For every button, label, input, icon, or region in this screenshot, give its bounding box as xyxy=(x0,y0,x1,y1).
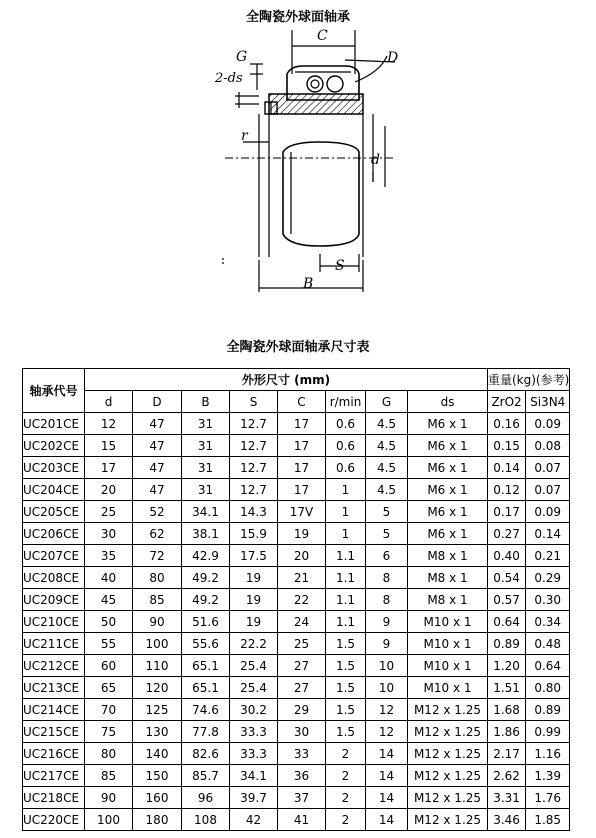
table-cell: 0.48 xyxy=(526,633,570,655)
table-cell: 4.5 xyxy=(366,435,408,457)
table-cell: 17V xyxy=(278,501,326,523)
table-cell: M10 x 1 xyxy=(408,611,488,633)
label-2ds: 2-ds xyxy=(215,71,243,86)
table-cell: 0.54 xyxy=(488,567,526,589)
table-cell: 0.15 xyxy=(488,435,526,457)
table-cell: 1.5 xyxy=(326,633,366,655)
table-cell: 5 xyxy=(366,523,408,545)
table-cell: 74.6 xyxy=(182,699,230,721)
col-zro2: ZrO2 xyxy=(488,391,526,413)
table-cell: 14 xyxy=(366,809,408,831)
bearing-code-cell: UC202CE xyxy=(23,435,85,457)
table-cell: 90 xyxy=(85,787,133,809)
table-cell: 10 xyxy=(366,677,408,699)
table-cell: 30 xyxy=(85,523,133,545)
table-header-row xyxy=(23,369,570,391)
bearing-code-cell: UC218CE xyxy=(23,787,85,809)
col-s: S xyxy=(230,391,278,413)
header-dimensions: 外形尺寸 (mm) xyxy=(85,369,488,391)
bearing-code-cell: UC209CE xyxy=(23,589,85,611)
table-row xyxy=(23,611,570,633)
table-cell: 0.21 xyxy=(526,545,570,567)
bearing-code-cell: UC212CE xyxy=(23,655,85,677)
table-cell: 1.1 xyxy=(326,611,366,633)
table-cell: 55 xyxy=(85,633,133,655)
table-cell: 22 xyxy=(278,589,326,611)
table-cell: 1.76 xyxy=(526,787,570,809)
label-g: G xyxy=(236,49,248,65)
table-cell: 1 xyxy=(326,479,366,501)
table-cell: M6 x 1 xyxy=(408,479,488,501)
table-cell: 25 xyxy=(85,501,133,523)
table-cell: 50 xyxy=(85,611,133,633)
table-cell: 80 xyxy=(133,567,182,589)
table-cell: 14 xyxy=(366,765,408,787)
table-cell: 27 xyxy=(278,655,326,677)
table-cell: 0.29 xyxy=(526,567,570,589)
table-cell: 180 xyxy=(133,809,182,831)
table-cell: 34.1 xyxy=(182,501,230,523)
table-row xyxy=(23,633,570,655)
table-cell: 31 xyxy=(182,435,230,457)
table-cell: 1.16 xyxy=(526,743,570,765)
table-cell: 1.5 xyxy=(326,721,366,743)
table-subheader-row xyxy=(23,391,570,413)
table-cell: 12 xyxy=(366,721,408,743)
table-cell: 33.3 xyxy=(230,743,278,765)
table-cell: M6 x 1 xyxy=(408,501,488,523)
label-r: r xyxy=(241,128,248,144)
table-cell: 14.3 xyxy=(230,501,278,523)
table-cell: M6 x 1 xyxy=(408,523,488,545)
table-cell: 1 xyxy=(326,523,366,545)
table-cell: 4.5 xyxy=(366,457,408,479)
table-cell: 0.30 xyxy=(526,589,570,611)
table-cell: 40 xyxy=(85,567,133,589)
table-cell: 49.2 xyxy=(182,567,230,589)
table-cell: 1.5 xyxy=(326,699,366,721)
table-cell: 49.2 xyxy=(182,589,230,611)
table-cell: 21 xyxy=(278,567,326,589)
bearing-code-cell: UC207CE xyxy=(23,545,85,567)
table-cell: 25 xyxy=(278,633,326,655)
table-cell: 30.2 xyxy=(230,699,278,721)
table-cell: 22.2 xyxy=(230,633,278,655)
table-cell: 0.89 xyxy=(488,633,526,655)
col-b: B xyxy=(182,391,230,413)
table-cell: 47 xyxy=(133,435,182,457)
table-cell: 3.46 xyxy=(488,809,526,831)
table-cell: 24 xyxy=(278,611,326,633)
table-cell: 1.86 xyxy=(488,721,526,743)
table-cell: 0.6 xyxy=(326,435,366,457)
bearing-code-cell: UC215CE xyxy=(23,721,85,743)
table-cell: 65 xyxy=(85,677,133,699)
table-cell: 2.62 xyxy=(488,765,526,787)
table-cell: 150 xyxy=(133,765,182,787)
table-cell: 0.17 xyxy=(488,501,526,523)
table-cell: 0.16 xyxy=(488,413,526,435)
table-cell: 5 xyxy=(366,501,408,523)
table-cell: 82.6 xyxy=(182,743,230,765)
table-cell: 75 xyxy=(85,721,133,743)
table-cell: 31 xyxy=(182,413,230,435)
bearing-cross-section-drawing xyxy=(195,22,405,298)
table-cell: 90 xyxy=(133,611,182,633)
label-c: C xyxy=(317,28,328,44)
table-cell: 47 xyxy=(133,413,182,435)
bearing-code-cell: UC204CE xyxy=(23,479,85,501)
table-cell: M12 x 1.25 xyxy=(408,809,488,831)
table-cell: 14 xyxy=(366,743,408,765)
table-cell: 0.07 xyxy=(526,479,570,501)
label-d-inner: d xyxy=(371,152,380,168)
table-row xyxy=(23,545,570,567)
bearing-code-cell: UC206CE xyxy=(23,523,85,545)
table-cell: 41 xyxy=(278,809,326,831)
table-cell: 0.07 xyxy=(526,457,570,479)
table-cell: 0.80 xyxy=(526,677,570,699)
table-cell: 1.5 xyxy=(326,655,366,677)
table-cell: 65.1 xyxy=(182,677,230,699)
label-b: B xyxy=(303,276,314,292)
table-cell: 0.64 xyxy=(526,655,570,677)
bearing-code-cell: UC210CE xyxy=(23,611,85,633)
table-cell: 85 xyxy=(85,765,133,787)
bearing-code-cell: UC205CE xyxy=(23,501,85,523)
table-cell: 31 xyxy=(182,479,230,501)
table-cell: 1 xyxy=(326,501,366,523)
header-weight: 重量(kg)(参考) xyxy=(488,369,570,391)
table-cell: M12 x 1.25 xyxy=(408,765,488,787)
table-row xyxy=(23,655,570,677)
table-cell: 14 xyxy=(366,787,408,809)
table-cell: 12.7 xyxy=(230,479,278,501)
table-cell: 0.99 xyxy=(526,721,570,743)
table-cell: 17 xyxy=(278,479,326,501)
table-cell: 108 xyxy=(182,809,230,831)
table-cell: 55.6 xyxy=(182,633,230,655)
table-cell: 12.7 xyxy=(230,435,278,457)
label-s: S xyxy=(335,258,345,274)
table-cell: 12 xyxy=(366,699,408,721)
table-cell: 37 xyxy=(278,787,326,809)
table-cell: 42.9 xyxy=(182,545,230,567)
table-cell: 96 xyxy=(182,787,230,809)
table-cell: 10 xyxy=(366,655,408,677)
table-cell: M8 x 1 xyxy=(408,545,488,567)
table-cell: 0.08 xyxy=(526,435,570,457)
table-cell: 19 xyxy=(278,523,326,545)
bearing-code-cell: UC214CE xyxy=(23,699,85,721)
table-cell: 8 xyxy=(366,589,408,611)
table-cell: 1.39 xyxy=(526,765,570,787)
table-cell: 6 xyxy=(366,545,408,567)
table-row xyxy=(23,743,570,765)
col-ds: ds xyxy=(408,391,488,413)
table-cell: 130 xyxy=(133,721,182,743)
bearing-code-cell: UC208CE xyxy=(23,567,85,589)
table-cell: M10 x 1 xyxy=(408,677,488,699)
table-cell: 100 xyxy=(85,809,133,831)
table-row xyxy=(23,589,570,611)
col-si3n4: Si3N4 xyxy=(526,391,570,413)
table-cell: 19 xyxy=(230,589,278,611)
table-cell: 25.4 xyxy=(230,677,278,699)
table-cell: 80 xyxy=(85,743,133,765)
table-row xyxy=(23,413,570,435)
table-cell: 29 xyxy=(278,699,326,721)
table-cell: 45 xyxy=(85,589,133,611)
table-cell: 1.68 xyxy=(488,699,526,721)
table-cell: 9 xyxy=(366,611,408,633)
table-cell: 120 xyxy=(133,677,182,699)
table-row xyxy=(23,435,570,457)
table-row xyxy=(23,501,570,523)
table-cell: 62 xyxy=(133,523,182,545)
bearing-code-cell: UC203CE xyxy=(23,457,85,479)
table-cell: 1.51 xyxy=(488,677,526,699)
table-cell: 19 xyxy=(230,611,278,633)
table-cell: M12 x 1.25 xyxy=(408,743,488,765)
table-cell: M8 x 1 xyxy=(408,567,488,589)
table-cell: 33 xyxy=(278,743,326,765)
table-cell: 8 xyxy=(366,567,408,589)
table-cell: 31 xyxy=(182,457,230,479)
table-cell: 0.09 xyxy=(526,413,570,435)
table-cell: 2 xyxy=(326,787,366,809)
table-cell: 0.64 xyxy=(488,611,526,633)
table-cell: 9 xyxy=(366,633,408,655)
table-cell: 12 xyxy=(85,413,133,435)
table-row xyxy=(23,765,570,787)
table-cell: 160 xyxy=(133,787,182,809)
table-cell: 17 xyxy=(278,413,326,435)
table-cell: 2 xyxy=(326,765,366,787)
table-cell: 1.1 xyxy=(326,545,366,567)
table-cell: 2 xyxy=(326,743,366,765)
table-cell: 0.40 xyxy=(488,545,526,567)
table-cell: 0.12 xyxy=(488,479,526,501)
table-cell: 17 xyxy=(278,457,326,479)
table-cell: 39.7 xyxy=(230,787,278,809)
table-cell: 1.85 xyxy=(526,809,570,831)
label-d-outer: D xyxy=(387,50,399,66)
table-cell: 1.20 xyxy=(488,655,526,677)
table-row xyxy=(23,479,570,501)
table-cell: 33.3 xyxy=(230,721,278,743)
table-cell: 52 xyxy=(133,501,182,523)
bearing-code-cell: UC211CE xyxy=(23,633,85,655)
table-cell: 51.6 xyxy=(182,611,230,633)
col-d: d xyxy=(85,391,133,413)
table-cell: 2.17 xyxy=(488,743,526,765)
table-cell: 0.6 xyxy=(326,457,366,479)
table-cell: 0.09 xyxy=(526,501,570,523)
col-g: G xyxy=(366,391,408,413)
table-cell: 15 xyxy=(85,435,133,457)
table-cell: M12 x 1.25 xyxy=(408,699,488,721)
table-cell: 140 xyxy=(133,743,182,765)
table-cell: 17 xyxy=(85,457,133,479)
col-outer-d: D xyxy=(133,391,182,413)
table-cell: 0.34 xyxy=(526,611,570,633)
table-cell: 125 xyxy=(133,699,182,721)
table-cell: M6 x 1 xyxy=(408,413,488,435)
table-cell: 20 xyxy=(278,545,326,567)
table-cell: 0.27 xyxy=(488,523,526,545)
table-cell: 36 xyxy=(278,765,326,787)
table-cell: 1.1 xyxy=(326,567,366,589)
table-cell: 35 xyxy=(85,545,133,567)
table-cell: M10 x 1 xyxy=(408,655,488,677)
table-row xyxy=(23,699,570,721)
table-cell: 100 xyxy=(133,633,182,655)
table-cell: 17 xyxy=(278,435,326,457)
table-cell: 4.5 xyxy=(366,479,408,501)
table-cell: 72 xyxy=(133,545,182,567)
table-row xyxy=(23,677,570,699)
table-cell: 47 xyxy=(133,457,182,479)
bearing-code-cell: UC213CE xyxy=(23,677,85,699)
table-cell: 110 xyxy=(133,655,182,677)
bearing-dimension-table xyxy=(22,368,570,831)
header-bearing-code: 轴承代号 xyxy=(23,369,85,413)
table-cell: 20 xyxy=(85,479,133,501)
bearing-code-cell: UC220CE xyxy=(23,809,85,831)
table-cell: M10 x 1 xyxy=(408,633,488,655)
table-cell: 0.14 xyxy=(488,457,526,479)
page-title: 全陶瓷外球面轴承 xyxy=(245,10,350,25)
table-cell: 19 xyxy=(230,567,278,589)
table-cell: 60 xyxy=(85,655,133,677)
table-row xyxy=(23,721,570,743)
table-cell: 25.4 xyxy=(230,655,278,677)
table-cell: 4.5 xyxy=(366,413,408,435)
table-cell: 85 xyxy=(133,589,182,611)
table-cell: 2 xyxy=(326,809,366,831)
bearing-code-cell: UC216CE xyxy=(23,743,85,765)
table-cell: 0.57 xyxy=(488,589,526,611)
table-cell: 0.89 xyxy=(526,699,570,721)
table-cell: 70 xyxy=(85,699,133,721)
table-cell: 34.1 xyxy=(230,765,278,787)
table-cell: 42 xyxy=(230,809,278,831)
table-cell: 77.8 xyxy=(182,721,230,743)
table-row xyxy=(23,809,570,831)
table-cell: 1.5 xyxy=(326,677,366,699)
table-cell: M6 x 1 xyxy=(408,457,488,479)
table-cell: 12.7 xyxy=(230,457,278,479)
table-row xyxy=(23,457,570,479)
table-cell: 38.1 xyxy=(182,523,230,545)
table-cell: 0.14 xyxy=(526,523,570,545)
table-title: 全陶瓷外球面轴承尺寸表 xyxy=(226,340,370,355)
table-cell: M12 x 1.25 xyxy=(408,721,488,743)
table-cell: 1.1 xyxy=(326,589,366,611)
col-r: r/min xyxy=(326,391,366,413)
table-cell: 47 xyxy=(133,479,182,501)
table-cell: 15.9 xyxy=(230,523,278,545)
table-cell: 17.5 xyxy=(230,545,278,567)
col-c: C xyxy=(278,391,326,413)
table-row xyxy=(23,787,570,809)
table-row xyxy=(23,567,570,589)
table-cell: 65.1 xyxy=(182,655,230,677)
bearing-code-cell: UC201CE xyxy=(23,413,85,435)
table-cell: 27 xyxy=(278,677,326,699)
table-cell: 85.7 xyxy=(182,765,230,787)
table-cell: 0.6 xyxy=(326,413,366,435)
table-cell: 12.7 xyxy=(230,413,278,435)
table-cell: 3.31 xyxy=(488,787,526,809)
table-cell: 30 xyxy=(278,721,326,743)
table-cell: M12 x 1.25 xyxy=(408,787,488,809)
table-cell: M8 x 1 xyxy=(408,589,488,611)
table-cell: M6 x 1 xyxy=(408,435,488,457)
bearing-code-cell: UC217CE xyxy=(23,765,85,787)
table-row xyxy=(23,523,570,545)
